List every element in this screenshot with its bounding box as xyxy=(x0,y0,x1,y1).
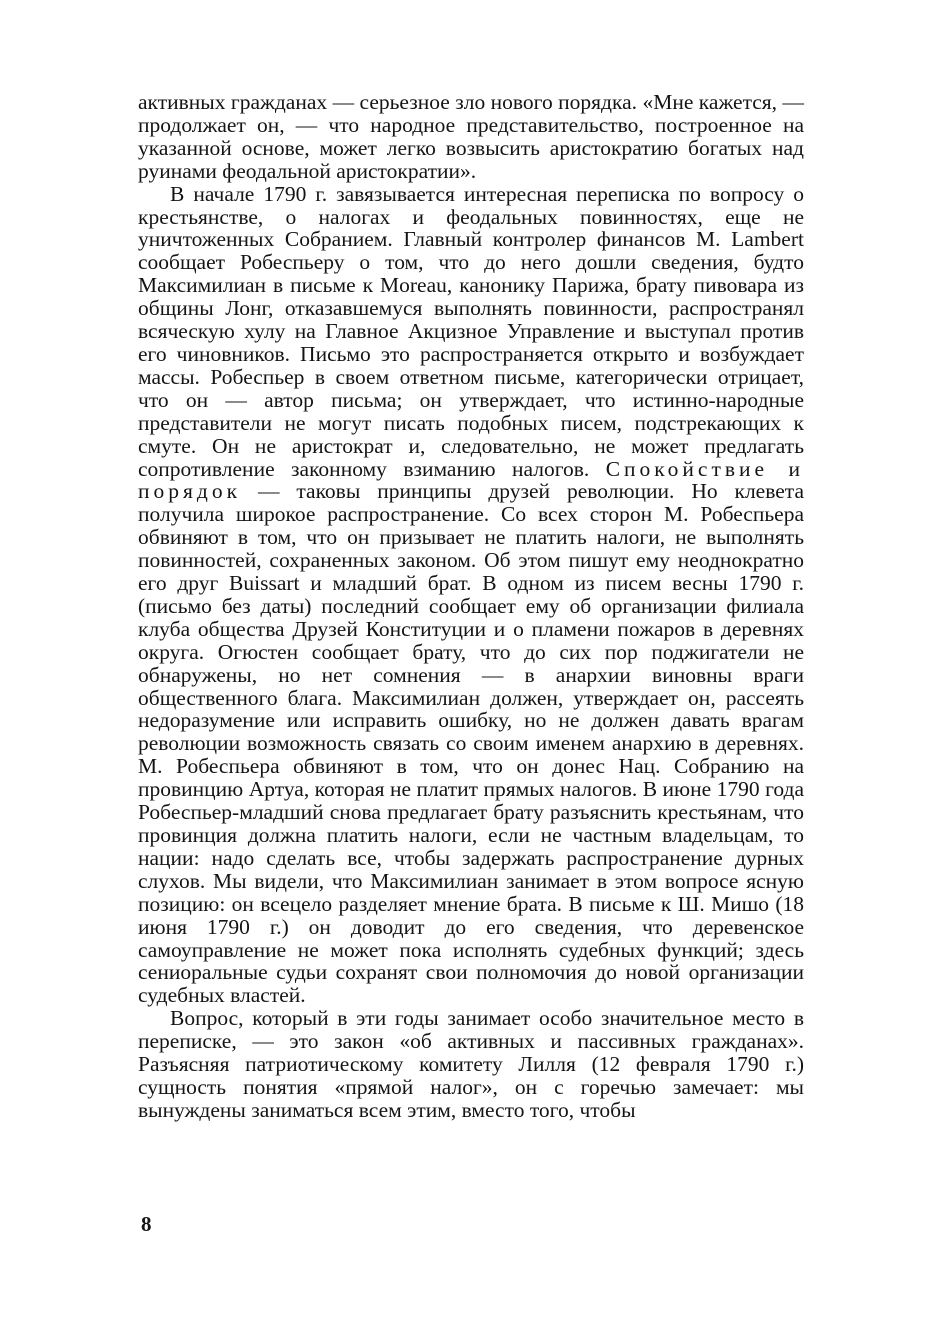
body-text xyxy=(138,91,804,1122)
emphasized-phrase: Спокойствие и порядок xyxy=(138,456,804,504)
paragraph-2 xyxy=(138,183,804,1008)
paragraph-3: Вопрос, который в эти годы занимает особо значительное место в переписке, — это закон «об активных и пассивных гражданах». Разъясняя патриотическому комитету Лилля (12 февраля 1790 г.) сущность понятия «прямой налог», он с горечью замечает: мы вынуждены заниматься всем этим, вместо того, чтобы xyxy=(138,1006,804,1122)
page-number: 8 xyxy=(141,1212,152,1236)
paragraph-2-part-2: — таковы принципы друзей революции. Но клевета получила широкое распространение. Со всех сторон М. Робеспьера обвиняют в том, что он призывает не платить налоги, не выполнять повинностей, сохраненных законом. Об этом пишут ему неоднократно его друг Buissart и младший брат. В одном из писем весны 1790 г. (письмо без даты) последний сообщает ему об организации филиала клуба общества Друзей Конституции и о пламени пожаров в деревнях округа. Огюстен сообщает брату, что до сих пор поджигатели не обнаружены, но нет сомнения — в анархии виновны враги общественного блага. Максимилиан должен, утверждает он, рассеять недоразумение или исправить ошибку, но не должен давать врагам революции возможность связать со своим именем анархию в деревнях. М. Робеспьера обвиняют в том, что он донес Нац. Собранию на провинцию Артуа, которая не платит прямых налогов. В июне 1790 года Робеспьер-младший снова предлагает брату разъяснить крестьянам, что провинция должна платить налоги, если не частным владельцам, то нации: надо сделать все, чтобы задержать распространение дурных слухов. Мы видели, что Максимилиан занимает в этом вопросе ясную позицию: он всецело разделяет мнение брата. В письме к Ш. Мишо (18 июня 1790 г.) он доводит до его сведения, что деревенское самоуправление не может пока исполнять судебных функций; здесь сениоральные судьи сохранят свои полномочия до новой организации судебных властей. xyxy=(138,479,804,1008)
paragraph-2-part-1: В начале 1790 г. завязывается интересная переписка по вопросу о крестьянстве, о налогах и феодальных повинностях, еще не уничтоженных Собранием. Главный контролер финансов M. Lambert сообщает Робеспьеру о том, что до него дошли сведения, будто Максимилиан в письме к Moreau, канонику Парижа, брату пивовара из общины Лонг, отказавшемуся выполнять повинности, распространял всяческую хулу на Главное Акцизное Управление и выступал против его чиновников. Письмо это распространяется открыто и возбуждает массы. Робеспьер в своем ответном письме, категорически отрицает, что он — автор письма; он утверждает, что истинно-народные представители не могут писать подобных писем, подстрекающих к смуте. Он не аристократ и, следовательно, не может предлагать сопротивление законному взиманию налогов. xyxy=(138,181,804,481)
paragraph-1: активных гражданах — серьезное зло нового порядка. «Мне кажется, — продолжает он, — что народное представительство, построенное на указанной основе, может легко возвысить аристократию богатых над руинами феодальной аристократии». xyxy=(138,90,804,183)
